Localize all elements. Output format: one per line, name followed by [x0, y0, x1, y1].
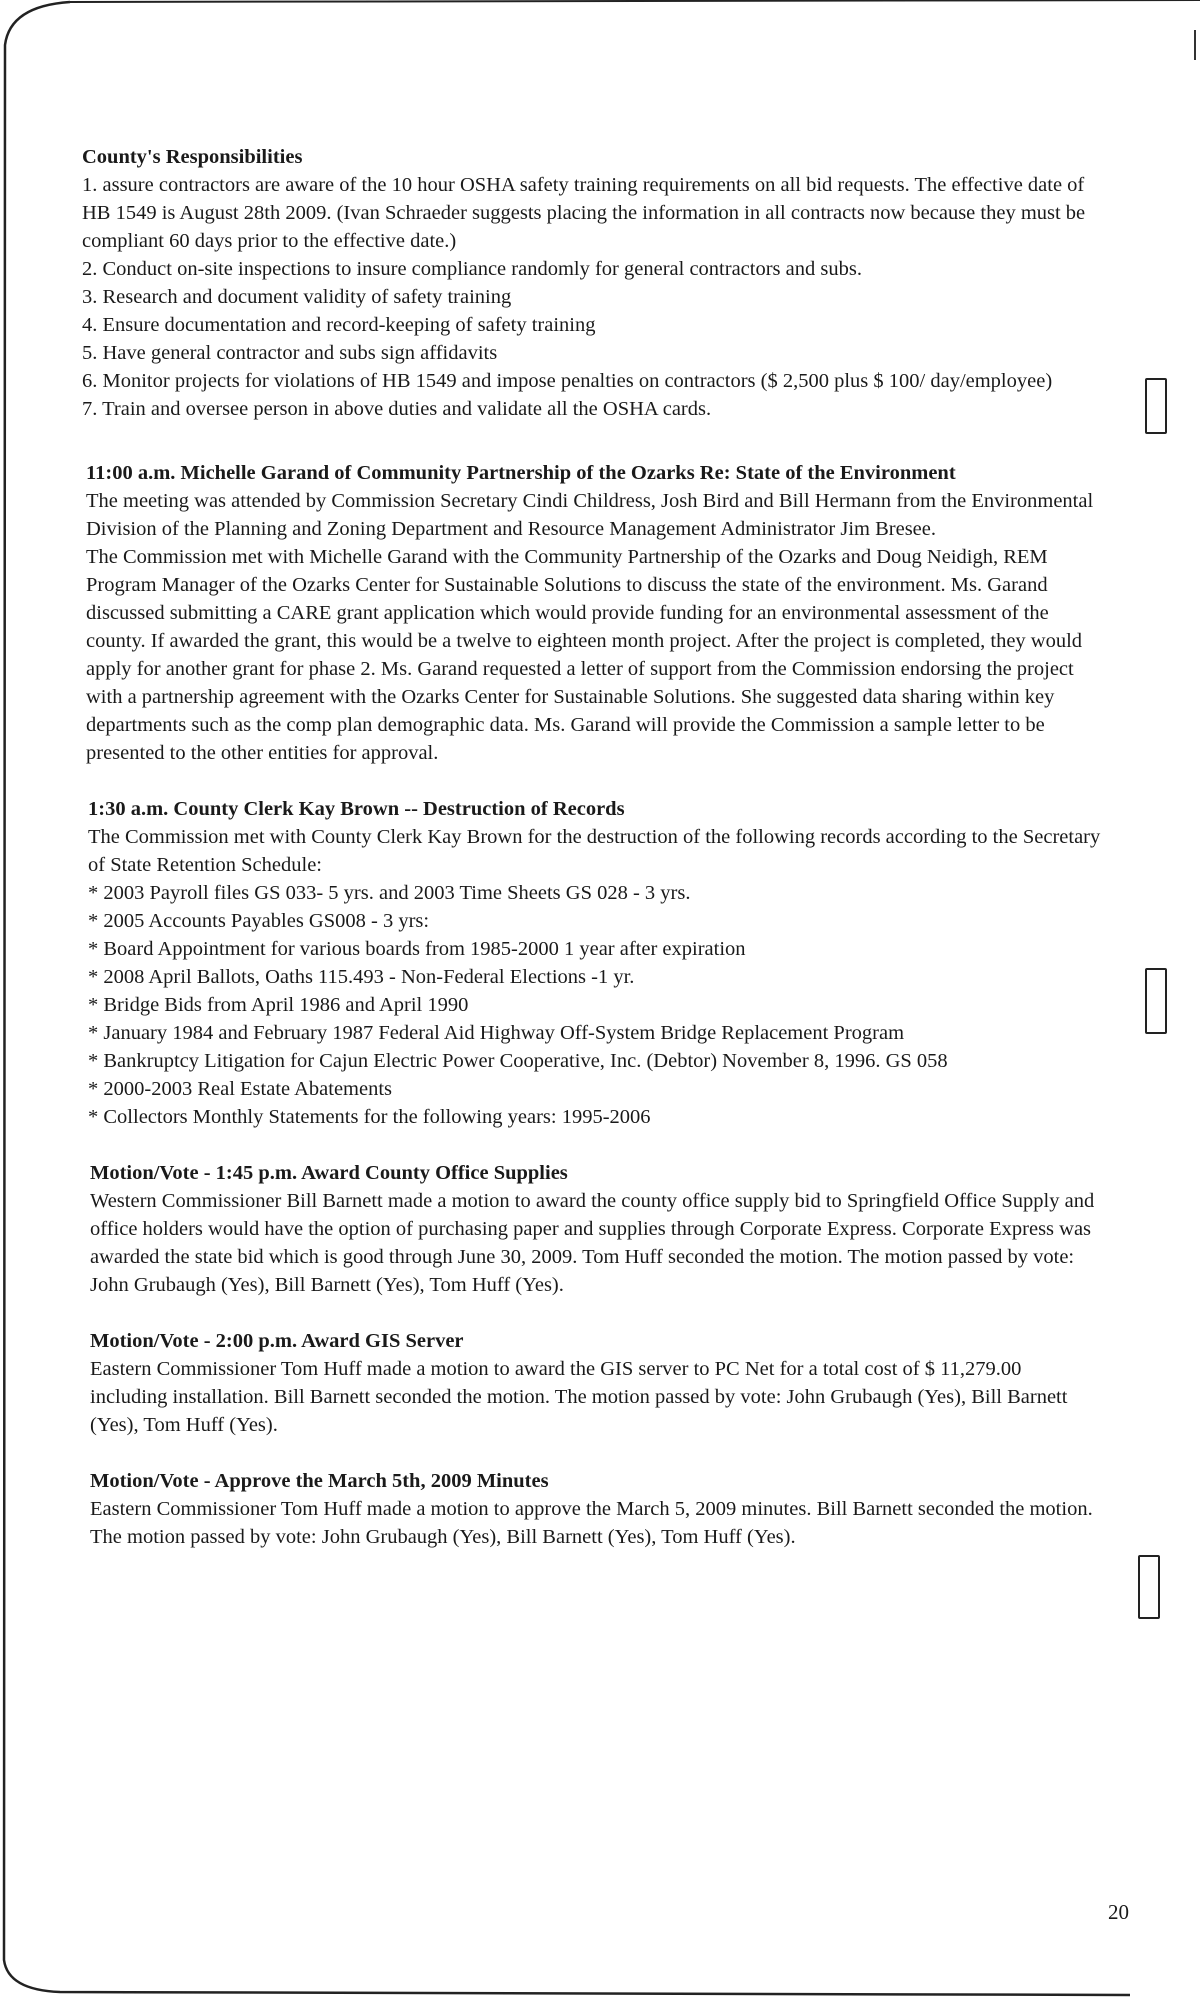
section-heading: 11:00 a.m. Michelle Garand of Community Partnership of the Ozarks Re: State of the Environment — [86, 462, 956, 484]
list-item: 4. Ensure documentation and record-keeping of safety training — [82, 314, 596, 336]
list-item: * 2005 Accounts Payables GS008 - 3 yrs: — [88, 910, 430, 932]
document-body — [82, 143, 1102, 1579]
paragraph: The Commission met with County Clerk Kay Brown for the destruction of the following records according to the Secretary of State Retention Schedule: — [88, 826, 1101, 876]
minutes-section — [90, 1467, 1102, 1551]
paragraph: The meeting was attended by Commission Secretary Cindi Childress, Josh Bird and Bill Hermann from the Environmental Division of the Planning and Zoning Department and Resource Management Administrator Jim Bresee. — [86, 490, 1094, 540]
records-list — [88, 879, 1102, 1131]
list-item: * January 1984 and February 1987 Federal Aid Highway Off-System Bridge Replacement Program — [88, 1022, 905, 1044]
gis-server-section — [90, 1327, 1102, 1439]
section-heading: County's Responsibilities — [82, 146, 303, 168]
section-heading: Motion/Vote - Approve the March 5th, 2009 Minutes — [90, 1470, 549, 1492]
office-supplies-section — [90, 1159, 1102, 1299]
list-item: * Bankruptcy Litigation for Cajun Electric Power Cooperative, Inc. (Debtor) November 8, 1996. GS 058 — [88, 1050, 948, 1072]
section-heading: 1:30 a.m. County Clerk Kay Brown -- Destruction of Records — [88, 798, 625, 820]
list-item: 5. Have general contractor and subs sign affidavits — [82, 342, 498, 364]
margin-checkbox[interactable] — [1138, 1555, 1160, 1619]
paragraph: The Commission met with Michelle Garand with the Community Partnership of the Ozarks and Doug Neidigh, REM Program Manager of the Ozarks Center for Sustainable Solutions to discuss the state of the environment. Ms. Garand discussed submitting a CARE grant application which would provide funding for an environmental assessment of the county. If awarded the grant, this would be a twelve to eighteen month project. After the project is completed, they would apply for another grant for phase 2. Ms. Garand requested a letter of support from the Commission endorsing the project with a partnership agreement with the Ozarks Center for Sustainable Solutions. She suggested data sharing within key departments such as the comp plan demographic data. Ms. Garand will provide the Commission a sample letter to be presented to the other entities for approval. — [86, 546, 1083, 764]
margin-checkbox[interactable] — [1145, 378, 1167, 434]
section-heading: Motion/Vote - 2:00 p.m. Award GIS Server — [90, 1330, 464, 1352]
list-item: * 2008 April Ballots, Oaths 115.493 - Non-Federal Elections -1 yr. — [88, 966, 635, 988]
responsibilities-section — [82, 143, 1102, 423]
list-item: 3. Research and document validity of safety training — [82, 286, 512, 308]
margin-checkbox[interactable] — [1145, 968, 1167, 1034]
page-number: 20 — [1108, 1900, 1129, 1924]
paragraph: Eastern Commissioner Tom Huff made a motion to approve the March 5, 2009 minutes. Bill Barnett seconded the motion. The motion passed by vote: John Grubaugh (Yes), Bill Barnett (Yes), Tom Huff (Yes). — [90, 1498, 1093, 1548]
list-item: * 2000-2003 Real Estate Abatements — [88, 1078, 393, 1100]
list-item: 2. Conduct on-site inspections to insure compliance randomly for general contractors and subs. — [82, 258, 862, 280]
list-item: * Board Appointment for various boards from 1985-2000 1 year after expiration — [88, 938, 746, 960]
list-item: 7. Train and oversee person in above duties and validate all the OSHA cards. — [82, 398, 712, 420]
section-heading: Motion/Vote - 1:45 p.m. Award County Office Supplies — [90, 1162, 568, 1184]
list-item: 1. assure contractors are aware of the 10 hour OSHA safety training requirements on all bid requests. The effective date of HB 1549 is August 28th 2009. (Ivan Schraeder suggests placing the information in all contracts now because they must be compliant 60 days prior to the effective date.) — [82, 174, 1086, 252]
records-section — [88, 795, 1102, 1131]
paragraph: Eastern Commissioner Tom Huff made a motion to award the GIS server to PC Net for a total cost of $ 11,279.00 including installation. Bill Barnett seconded the motion. The motion passed by vote: John Grubaugh (Yes), Bill Barnett (Yes), Tom Huff (Yes). — [90, 1358, 1068, 1436]
list-item: * 2003 Payroll files GS 033- 5 yrs. and 2003 Time Sheets GS 028 - 3 yrs. — [88, 882, 691, 904]
environment-section — [86, 459, 1102, 767]
list-item: 6. Monitor projects for violations of HB 1549 and impose penalties on contractors ($ 2,500 plus $ 100/ day/employee) — [82, 370, 1053, 392]
list-item: * Collectors Monthly Statements for the following years: 1995-2006 — [88, 1106, 651, 1128]
paragraph: Western Commissioner Bill Barnett made a motion to award the county office supply bid to Springfield Office Supply and office holders would have the option of purchasing paper and supplies through Corporate Express. Corporate Express was awarded the state bid which is good through June 30, 2009. Tom Huff seconded the motion. The motion passed by vote: John Grubaugh (Yes), Bill Barnett (Yes), Tom Huff (Yes). — [90, 1190, 1095, 1296]
responsibilities-list — [82, 171, 1102, 423]
list-item: * Bridge Bids from April 1986 and April 1990 — [88, 994, 469, 1016]
